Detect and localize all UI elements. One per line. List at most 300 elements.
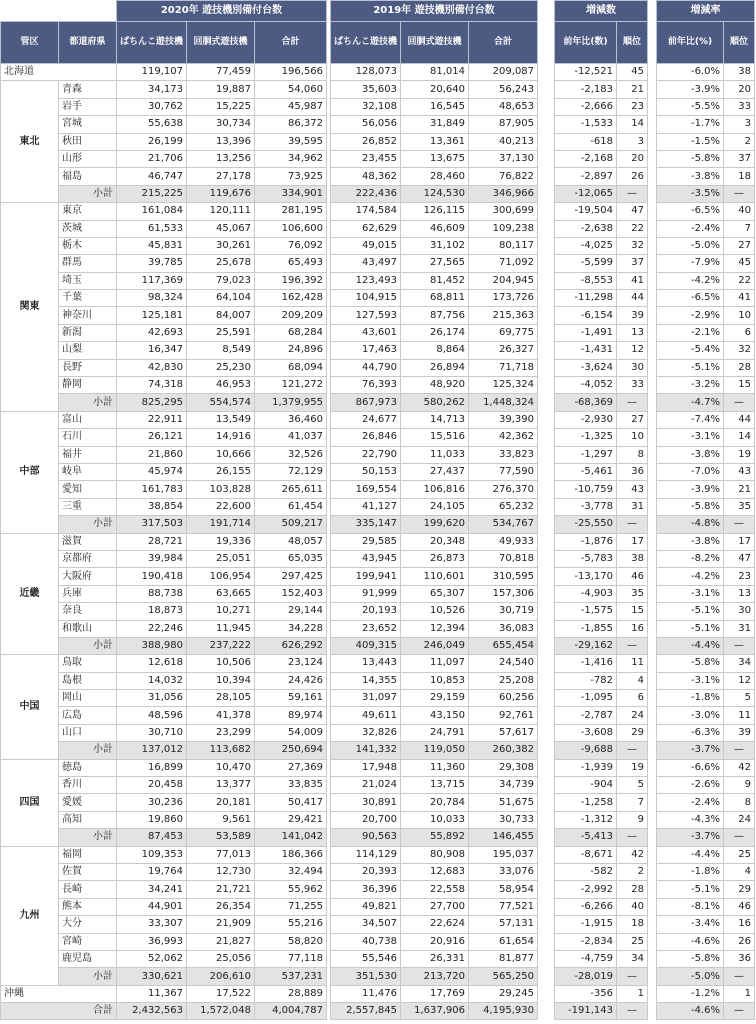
region-name: 東北 — [1, 81, 59, 203]
pachinko-2020: 45,974 — [117, 463, 187, 480]
table-row — [555, 133, 648, 150]
rate-value: -7.4% — [657, 411, 724, 428]
pachinko-2019: 55,546 — [331, 950, 401, 967]
diff-value: -1,312 — [555, 811, 617, 828]
diff-rank: 24 — [617, 707, 648, 724]
prefecture-name: 石川 — [59, 429, 117, 446]
diff-rank: 33 — [617, 377, 648, 394]
pachinko-2020: 42,693 — [117, 324, 187, 341]
pachinko-2019: 26,846 — [331, 429, 401, 446]
kaiten-2020: 13,396 — [187, 133, 255, 150]
rate-rank: 38 — [724, 64, 755, 81]
region-name: 関東 — [1, 203, 59, 412]
table-row — [331, 307, 538, 324]
rate-rank: 35 — [724, 498, 755, 515]
total-2020: 34,228 — [255, 620, 327, 637]
pachinko-2019: 49,611 — [331, 707, 401, 724]
kaiten-2020: 14,916 — [187, 429, 255, 446]
table-rate — [656, 0, 755, 1020]
diff-rank: 8 — [617, 446, 648, 463]
prefecture-name: 三重 — [59, 498, 117, 515]
table-row — [331, 429, 538, 446]
table-row — [331, 81, 538, 98]
pachinko-2020: 38,854 — [117, 498, 187, 515]
kaiten-2020: 77,459 — [187, 64, 255, 81]
pachinko-2019: 40,738 — [331, 933, 401, 950]
subtotal-row — [331, 185, 538, 202]
diff-rank: 31 — [617, 498, 648, 515]
rate-value: -3.8% — [657, 446, 724, 463]
table-row — [657, 950, 755, 967]
rate-value: -3.8% — [657, 168, 724, 185]
subtotal-row — [555, 637, 648, 654]
diff-value: -8,553 — [555, 272, 617, 289]
region-name: 九州 — [1, 846, 59, 985]
table-row — [555, 98, 648, 115]
total-2019: 51,675 — [469, 794, 538, 811]
table-row — [1, 533, 327, 550]
total-2020: 626,292 — [255, 637, 327, 654]
table-row — [555, 620, 648, 637]
prefecture-name: 神奈川 — [59, 307, 117, 324]
diff-rank: 26 — [617, 168, 648, 185]
kaiten-2020: 25,230 — [187, 359, 255, 376]
table-row — [657, 724, 755, 741]
table-row — [555, 985, 648, 1002]
diff-value: -2,897 — [555, 168, 617, 185]
total-2020: 50,417 — [255, 794, 327, 811]
prefecture-name: 熊本 — [59, 898, 117, 915]
table-row — [331, 203, 538, 220]
pachinko-2020: 825,295 — [117, 394, 187, 411]
total-2020: 265,611 — [255, 481, 327, 498]
table-row — [657, 550, 755, 567]
total-2019: 71,718 — [469, 359, 538, 376]
diff-value: -8,671 — [555, 846, 617, 863]
total-2020: 89,974 — [255, 707, 327, 724]
rate-value: -6.6% — [657, 759, 724, 776]
kaiten-2019: 55,892 — [401, 829, 469, 846]
diff-rank: 19 — [617, 759, 648, 776]
rate-rank: 33 — [724, 98, 755, 115]
subtotal-row — [331, 394, 538, 411]
header-pachinko-2020: ぱちんこ遊技機 — [117, 22, 187, 64]
table-row — [555, 777, 648, 794]
diff-rank: 4 — [617, 672, 648, 689]
rate-rank: 36 — [724, 950, 755, 967]
kaiten-2019: 110,601 — [401, 568, 469, 585]
table-row — [657, 64, 755, 81]
kaiten-2019: 43,150 — [401, 707, 469, 724]
subtotal-row — [657, 742, 755, 759]
kaiten-2019: 199,620 — [401, 516, 469, 533]
kaiten-2020: 77,013 — [187, 846, 255, 863]
pachinko-2019: 13,443 — [331, 655, 401, 672]
table-row — [555, 446, 648, 463]
kaiten-2019: 246,049 — [401, 637, 469, 654]
table-row — [331, 568, 538, 585]
table-row — [657, 690, 755, 707]
kaiten-2020: 84,007 — [187, 307, 255, 324]
table-row — [331, 794, 538, 811]
total-2019: 37,130 — [469, 150, 538, 167]
prefecture-name: 宮城 — [59, 116, 117, 133]
total-2020: 162,428 — [255, 290, 327, 307]
rate-rank: 4 — [724, 863, 755, 880]
subtotal-row — [657, 968, 755, 985]
total-2020: 77,118 — [255, 950, 327, 967]
diff-value: -1,258 — [555, 794, 617, 811]
pachinko-2019: 24,677 — [331, 411, 401, 428]
total-2020: 73,925 — [255, 168, 327, 185]
prefecture-name: 長崎 — [59, 881, 117, 898]
prefecture-name: 東京 — [59, 203, 117, 220]
table-row — [331, 550, 538, 567]
diff-rank: 20 — [617, 150, 648, 167]
diff-rank: 29 — [617, 724, 648, 741]
kaiten-2019: 8,864 — [401, 342, 469, 359]
total-2020: 23,124 — [255, 655, 327, 672]
total-row — [657, 1003, 755, 1020]
table-row — [555, 672, 648, 689]
kaiten-2020: 25,051 — [187, 550, 255, 567]
total-2019: 29,308 — [469, 759, 538, 776]
pachinko-2020: 119,107 — [117, 64, 187, 81]
total-2019: 92,761 — [469, 707, 538, 724]
table-row — [555, 429, 648, 446]
diff-rank: 37 — [617, 255, 648, 272]
diff-value: -28,019 — [555, 968, 617, 985]
diff-rank: 25 — [617, 933, 648, 950]
rate-rank: 42 — [724, 759, 755, 776]
diff-value: -2,992 — [555, 881, 617, 898]
subtotal-row — [555, 742, 648, 759]
subtotal-row — [657, 637, 755, 654]
diff-rank: 41 — [617, 272, 648, 289]
total-2020: 65,493 — [255, 255, 327, 272]
kaiten-2020: 23,299 — [187, 724, 255, 741]
table-row — [555, 150, 648, 167]
rate-value: -6.5% — [657, 203, 724, 220]
table-row — [331, 359, 538, 376]
total-2020: 41,037 — [255, 429, 327, 446]
prefecture-name: 福岡 — [59, 846, 117, 863]
kaiten-2020: 25,056 — [187, 950, 255, 967]
pachinko-2020: 2,432,563 — [117, 1003, 187, 1020]
total-2020: 24,426 — [255, 672, 327, 689]
pachinko-2020: 33,307 — [117, 916, 187, 933]
diff-value: -3,778 — [555, 498, 617, 515]
pachinko-2019: 90,563 — [331, 829, 401, 846]
total-2019: 310,595 — [469, 568, 538, 585]
total-2019: 655,454 — [469, 637, 538, 654]
rate-rank: 18 — [724, 168, 755, 185]
header-total-2020: 合計 — [255, 22, 327, 64]
pachinko-2020: 19,860 — [117, 811, 187, 828]
subtotal-row — [657, 185, 755, 202]
diff-rank: 16 — [617, 620, 648, 637]
table-row — [331, 481, 538, 498]
rate-rank: — — [724, 829, 755, 846]
table-row — [555, 655, 648, 672]
rate-value: -3.1% — [657, 429, 724, 446]
pachinko-2019: 50,153 — [331, 463, 401, 480]
diff-value: -68,369 — [555, 394, 617, 411]
kaiten-2020: 10,666 — [187, 446, 255, 463]
pachinko-2019: 32,108 — [331, 98, 401, 115]
table-row — [555, 290, 648, 307]
kaiten-2020: 9,561 — [187, 811, 255, 828]
pachinko-2019: 43,497 — [331, 255, 401, 272]
kaiten-2020: 1,572,048 — [187, 1003, 255, 1020]
diff-rank: 34 — [617, 950, 648, 967]
table-row — [555, 481, 648, 498]
prefecture-name: 沖縄 — [1, 985, 117, 1002]
pachinko-2020: 14,032 — [117, 672, 187, 689]
header-2019: 2019年 遊技機別備付台数 — [331, 1, 538, 22]
pachinko-2020: 87,453 — [117, 829, 187, 846]
pachinko-2020: 388,980 — [117, 637, 187, 654]
prefecture-name: 兵庫 — [59, 585, 117, 602]
total-2020: 61,454 — [255, 498, 327, 515]
prefecture-name: 島根 — [59, 672, 117, 689]
diff-rank: 13 — [617, 324, 648, 341]
table-row — [657, 116, 755, 133]
kaiten-2019: 26,873 — [401, 550, 469, 567]
prefecture-name: 愛知 — [59, 481, 117, 498]
table-row — [657, 307, 755, 324]
subtotal-row — [331, 968, 538, 985]
kaiten-2019: 81,014 — [401, 64, 469, 81]
diff-value: -1,915 — [555, 916, 617, 933]
diff-value: -1,416 — [555, 655, 617, 672]
total-2019: 76,822 — [469, 168, 538, 185]
pachinko-2020: 12,618 — [117, 655, 187, 672]
prefecture-name: 京都府 — [59, 550, 117, 567]
total-2020: 72,129 — [255, 463, 327, 480]
rate-rank: 14 — [724, 429, 755, 446]
diff-value: -6,154 — [555, 307, 617, 324]
total-2019: 4,195,930 — [469, 1003, 538, 1020]
table-row — [657, 429, 755, 446]
diff-value: -582 — [555, 863, 617, 880]
rate-rank: 9 — [724, 777, 755, 794]
rate-rank: 6 — [724, 324, 755, 341]
table-row — [331, 533, 538, 550]
prefecture-name: 秋田 — [59, 133, 117, 150]
total-2019: 77,521 — [469, 898, 538, 915]
diff-rank: 38 — [617, 550, 648, 567]
total-2020: 76,092 — [255, 237, 327, 254]
prefecture-name: 群馬 — [59, 255, 117, 272]
total-2019: 1,448,324 — [469, 394, 538, 411]
table-diff — [554, 0, 648, 1020]
kaiten-2019: 13,361 — [401, 133, 469, 150]
total-2020: 34,962 — [255, 150, 327, 167]
prefecture-name: 茨城 — [59, 220, 117, 237]
pachinko-2020: 19,764 — [117, 863, 187, 880]
header-kaiten-2019: 回胴式遊技機 — [401, 22, 469, 64]
total-2019: 33,823 — [469, 446, 538, 463]
prefecture-name: 和歌山 — [59, 620, 117, 637]
pachinko-2019: 32,826 — [331, 724, 401, 741]
total-2020: 68,284 — [255, 324, 327, 341]
pachinko-2020: 22,246 — [117, 620, 187, 637]
table-row — [331, 811, 538, 828]
prefecture-name: 広島 — [59, 707, 117, 724]
diff-rank: — — [617, 516, 648, 533]
kaiten-2020: 21,827 — [187, 933, 255, 950]
diff-value: -25,550 — [555, 516, 617, 533]
kaiten-2019: 11,360 — [401, 759, 469, 776]
rate-value: -1.8% — [657, 863, 724, 880]
kaiten-2019: 48,920 — [401, 377, 469, 394]
table-row — [555, 64, 648, 81]
kaiten-2020: 46,953 — [187, 377, 255, 394]
total-2020: 250,694 — [255, 742, 327, 759]
total-2019: 69,775 — [469, 324, 538, 341]
total-2019: 70,818 — [469, 550, 538, 567]
table-row — [657, 203, 755, 220]
table-row — [331, 290, 538, 307]
diff-rank: 23 — [617, 98, 648, 115]
table-row — [331, 620, 538, 637]
kaiten-2020: 106,954 — [187, 568, 255, 585]
table-row — [555, 950, 648, 967]
diff-value: -12,521 — [555, 64, 617, 81]
kaiten-2020: 11,945 — [187, 620, 255, 637]
kaiten-2019: 1,637,906 — [401, 1003, 469, 1020]
pachinko-2019: 36,396 — [331, 881, 401, 898]
diff-value: -2,168 — [555, 150, 617, 167]
kaiten-2019: 12,683 — [401, 863, 469, 880]
rate-rank: 40 — [724, 203, 755, 220]
pachinko-2019: 17,948 — [331, 759, 401, 776]
diff-value: -5,783 — [555, 550, 617, 567]
subtotal-label: 小計 — [59, 394, 117, 411]
prefecture-name: 宮崎 — [59, 933, 117, 950]
prefecture-name: 岡山 — [59, 690, 117, 707]
total-2020: 48,057 — [255, 533, 327, 550]
kaiten-2020: 19,336 — [187, 533, 255, 550]
rate-rank: 19 — [724, 446, 755, 463]
total-2019: 204,945 — [469, 272, 538, 289]
pachinko-2020: 46,747 — [117, 168, 187, 185]
pachinko-2020: 20,458 — [117, 777, 187, 794]
rate-rank: 44 — [724, 411, 755, 428]
total-2020: 36,460 — [255, 411, 327, 428]
table-row — [1, 655, 327, 672]
rate-rank: — — [724, 968, 755, 985]
diff-rank: 35 — [617, 585, 648, 602]
diff-rank: 14 — [617, 116, 648, 133]
kaiten-2019: 22,558 — [401, 881, 469, 898]
total-2019: 36,083 — [469, 620, 538, 637]
rate-rank: — — [724, 394, 755, 411]
subtotal-label: 小計 — [59, 829, 117, 846]
rate-value: -4.7% — [657, 394, 724, 411]
prefecture-name: 山梨 — [59, 342, 117, 359]
rate-value: -3.5% — [657, 185, 724, 202]
table-row — [657, 237, 755, 254]
rate-value: -7.9% — [657, 255, 724, 272]
kaiten-2020: 22,600 — [187, 498, 255, 515]
kaiten-2019: 13,675 — [401, 150, 469, 167]
diff-rank: 9 — [617, 811, 648, 828]
pachinko-2019: 23,455 — [331, 150, 401, 167]
rate-value: -3.8% — [657, 533, 724, 550]
pachinko-2019: 21,024 — [331, 777, 401, 794]
table-row — [657, 290, 755, 307]
kaiten-2019: 20,784 — [401, 794, 469, 811]
diff-value: -13,170 — [555, 568, 617, 585]
table-row — [331, 585, 538, 602]
subtotal-row — [657, 394, 755, 411]
table-2019 — [330, 0, 538, 1020]
kaiten-2020: 63,665 — [187, 585, 255, 602]
pachinko-2020: 11,367 — [117, 985, 187, 1002]
table-row — [555, 81, 648, 98]
diff-value: -904 — [555, 777, 617, 794]
kaiten-2019: 27,437 — [401, 463, 469, 480]
rate-rank: 7 — [724, 220, 755, 237]
kaiten-2020: 13,377 — [187, 777, 255, 794]
total-2020: 1,379,955 — [255, 394, 327, 411]
pachinko-2019: 174,584 — [331, 203, 401, 220]
total-2020: 32,494 — [255, 863, 327, 880]
table-row — [555, 220, 648, 237]
diff-value: -2,834 — [555, 933, 617, 950]
rate-value: -4.3% — [657, 811, 724, 828]
table-row — [331, 655, 538, 672]
table-row — [555, 916, 648, 933]
kaiten-2019: 27,700 — [401, 898, 469, 915]
total-2020: 24,896 — [255, 342, 327, 359]
header-zennenhi-pct: 前年比(%) — [657, 22, 724, 64]
diff-rank: 3 — [617, 133, 648, 150]
table-row — [331, 881, 538, 898]
pachinko-2020: 34,173 — [117, 81, 187, 98]
table-row — [555, 933, 648, 950]
total-2019: 58,954 — [469, 881, 538, 898]
diff-value: -5,461 — [555, 463, 617, 480]
diff-rank: 46 — [617, 568, 648, 585]
kaiten-2020: 10,506 — [187, 655, 255, 672]
diff-rank: 11 — [617, 655, 648, 672]
table-row — [555, 863, 648, 880]
pachinko-2020: 21,860 — [117, 446, 187, 463]
pachinko-2020: 30,710 — [117, 724, 187, 741]
kaiten-2020: 8,549 — [187, 342, 255, 359]
table-row — [657, 933, 755, 950]
rate-value: -4.4% — [657, 637, 724, 654]
kaiten-2019: 46,609 — [401, 220, 469, 237]
rate-value: -4.4% — [657, 846, 724, 863]
kaiten-2020: 64,104 — [187, 290, 255, 307]
table-row — [555, 342, 648, 359]
pachinko-2020: 190,418 — [117, 568, 187, 585]
diff-value: -4,903 — [555, 585, 617, 602]
table-row — [1, 203, 327, 220]
table-row — [657, 846, 755, 863]
rate-rank: 27 — [724, 237, 755, 254]
table-row — [555, 898, 648, 915]
rate-value: -2.9% — [657, 307, 724, 324]
kaiten-2020: 30,261 — [187, 237, 255, 254]
table-row — [331, 603, 538, 620]
pachinko-2019: 20,193 — [331, 603, 401, 620]
kaiten-2019: 106,816 — [401, 481, 469, 498]
